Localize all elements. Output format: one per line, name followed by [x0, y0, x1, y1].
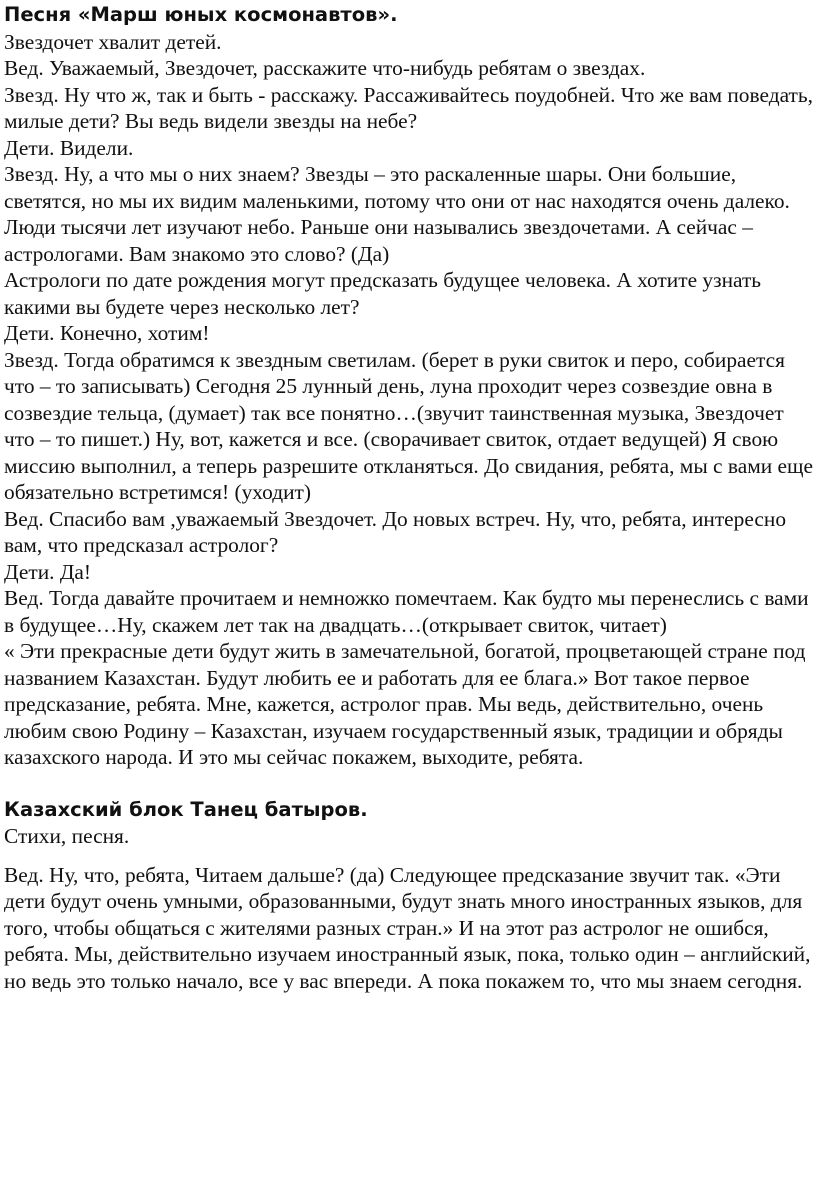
section-heading-song: Песня «Марш юных космонавтов».: [4, 3, 398, 26]
paragraph-children-want: Дети. Конечно, хотим!: [4, 321, 210, 345]
paragraph-stargazer-scroll: Звезд. Тогда обратимся к звездным светилам. (берет в руки свиток и перо, собирается что – то записывать) Сегодня 25 лунный день, луна проходит через созвездие овна в созвездие тельца, (думает) так все понятно…(звучит таинственная музыка, Звездочет что – то пишет.) Ну, вот, кажется и все. (сворачивает свиток, отдает ведущей) Я свою миссию выполнил, а теперь разрешите откланяться. До свидания, ребята, мы с вами еще обязательно встретимся! (уходит): [4, 347, 813, 504]
paragraph-host-thanks: Вед. Спасибо вам ,уважаемый Звездочет. До новых встреч. Ну, что, ребята, интересно вам, что предсказал астролог?: [4, 506, 787, 557]
paragraph-stage-direction: Звездочет хвалит детей.: [4, 29, 222, 54]
paragraph-second-prediction: Вед. Ну, что, ребята, Читаем дальше? (да) Следующее предсказание звучит так. «Эти дети будут очень умными, образованными, будут знать много иностранных языков, для того, чтобы общаться с жителями разных стран.» И на этот раз астролог не ошибся, ребята. Мы, действительно изучаем иностранный язык, пока, только один – английский, но ведь это только начало, все у вас впереди. А пока покажем то, что мы знаем сегодня.: [4, 862, 811, 993]
paragraph-astrologers: Люди тысячи лет изучают небо. Раньше они назывались звездочетами. А сейчас – астрологами. Вам знакомо это слово? (Да): [4, 215, 753, 266]
paragraph-spacer: [4, 850, 814, 862]
paragraph-poems-song: Стихи, песня.: [4, 824, 130, 848]
section-heading-kazakh-block: Казахский блок Танец батыров.: [4, 797, 368, 821]
paragraph-predict-future: Астрологи по дате рождения могут предсказать будущее человека. А хотите узнать какими вы будете через несколько лет?: [4, 268, 762, 319]
paragraph-first-prediction: « Эти прекрасные дети будут жить в замечательной, богатой, процветающей стране под названием Казахстан. Будут любить ее и работать для ее блага.» Вот такое первое предсказание, ребята. Мне, кажется, астролог прав. Мы ведь, действительно, очень любим свою Родину – Казахстан, изучаем государственный язык, традиции и обряды казахского народа. И это мы сейчас покажем, выходите, ребята.: [4, 639, 806, 769]
paragraph-host-reads: Вед. Тогда давайте прочитаем и немножко помечтаем. Как будто мы перенеслись с вами в будущее…Ну, скажем лет так на двадцать…(открывает свиток, читает): [4, 586, 809, 637]
paragraph-children-saw: Дети. Видели.: [4, 135, 134, 160]
paragraph-host-request: Вед. Уважаемый, Звездочет, расскажите что-нибудь ребятам о звездах.: [4, 56, 646, 80]
paragraph-children-yes: Дети. Да!: [4, 559, 92, 584]
paragraph-stars-explained: Звезд. Ну, а что мы о них знаем? Звезды – это раскаленные шары. Они большие, светятся, но мы их видим маленькими, потому что они от нас находятся очень далеко.: [4, 162, 790, 213]
paragraph-stargazer-intro: Звезд. Ну что ж, так и быть - расскажу. Рассаживайтесь поудобней. Что же вам поведать, милые дети? Вы ведь видели звезды на небе?: [4, 82, 813, 133]
section-spacer: [4, 771, 814, 797]
